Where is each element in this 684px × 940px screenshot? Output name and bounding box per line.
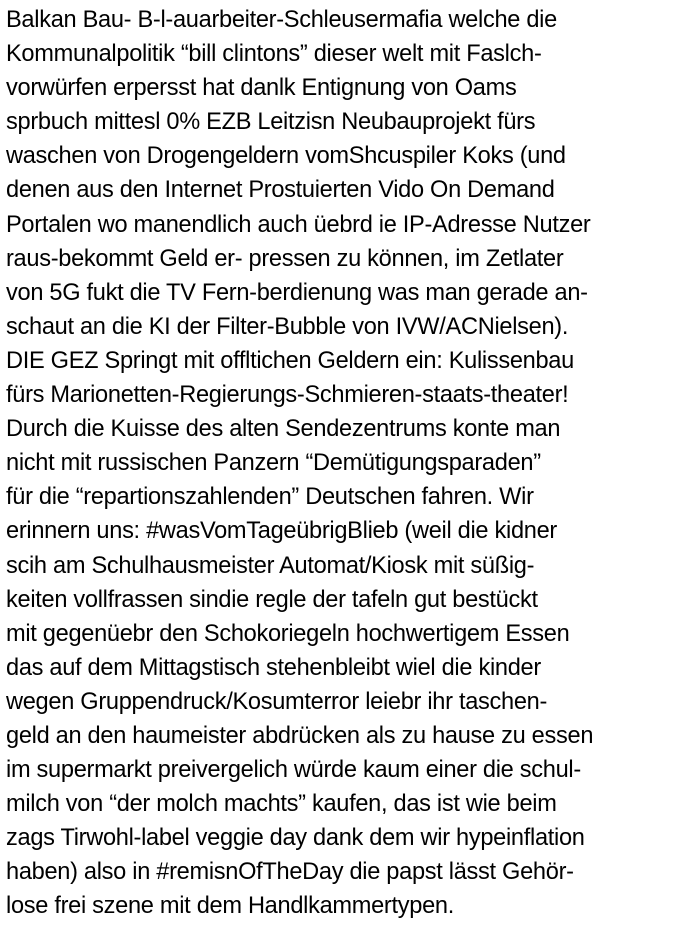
text-line: Durch die Kuisse des alten Sendezentrums konte man (6, 416, 561, 443)
text-line: zags Tirwohl-label veggie day dank dem wir hypeinflation (6, 825, 585, 852)
text-line: raus-bekommt Geld er- pressen zu können, im Zetlater (6, 245, 564, 272)
body-text (6, 3, 682, 924)
text-line: vorwürfen erpersst hat danlk Entignung von Oams (6, 75, 517, 102)
text-line: sprbuch mittesl 0% EZB Leitzisn Neubauprojekt fürs (6, 109, 536, 136)
text-line: scih am Schulhausmeister Automat/Kiosk mit süßig- (6, 552, 535, 579)
text-line: geld an den haumeister abdrücken als zu hause zu essen (6, 722, 594, 749)
text-line: erinnern uns: #wasVomTageübrigBlieb (weil die kidner (6, 518, 557, 545)
text-line: fürs Marionetten-Regierungs-Schmieren-staats-theater! (6, 382, 569, 409)
text-line: im supermarkt preivergelich würde kaum einer die schul- (6, 757, 581, 784)
text-line: schaut an die KI der Filter-Bubble von IVW/ACNielsen). (6, 313, 569, 340)
text-line: das auf dem Mittagstisch stehenbleibt wiel die kinder (6, 654, 541, 681)
text-line: denen aus den Internet Prostuierten Vido On Demand (6, 177, 555, 204)
text-line: Balkan Bau- B-l-auarbeiter-Schleusermafia welche die (6, 7, 557, 33)
text-line: von 5G fukt die TV Fern-berdienung was man gerade an- (6, 279, 588, 306)
text-line: milch von “der molch machts” kaufen, das ist wie beim (6, 791, 557, 818)
text-line: waschen von Drogengeldern vomShcuspiler Koks (und (6, 143, 566, 170)
text-line: nicht mit russischen Panzern “Demütigungsparaden” (6, 450, 541, 477)
text-line: mit gegenüebr den Schokoriegeln hochwertigem Essen (6, 620, 570, 647)
text-line: Portalen wo manendlich auch üebrd ie IP-Adresse Nutzer (6, 211, 591, 238)
text-line: Kommunalpolitik “bill clintons” dieser welt mit Faslch- (6, 41, 542, 68)
text-line: keiten vollfrassen sindie regle der tafeln gut bestückt (6, 586, 538, 613)
text-line: für die “repartionszahlenden” Deutschen fahren. Wir (6, 484, 534, 511)
text-line: haben) also in #remisnOfTheDay die papst lässt Gehör- (6, 859, 574, 886)
text-line: wegen Gruppendruck/Kosumterror leiebr ihr taschen- (6, 688, 548, 715)
text-line: DIE GEZ Springt mit offltichen Geldern ein: Kulissenbau (6, 347, 574, 374)
text-line: lose frei szene mit dem Handlkammertypen. (6, 893, 454, 920)
